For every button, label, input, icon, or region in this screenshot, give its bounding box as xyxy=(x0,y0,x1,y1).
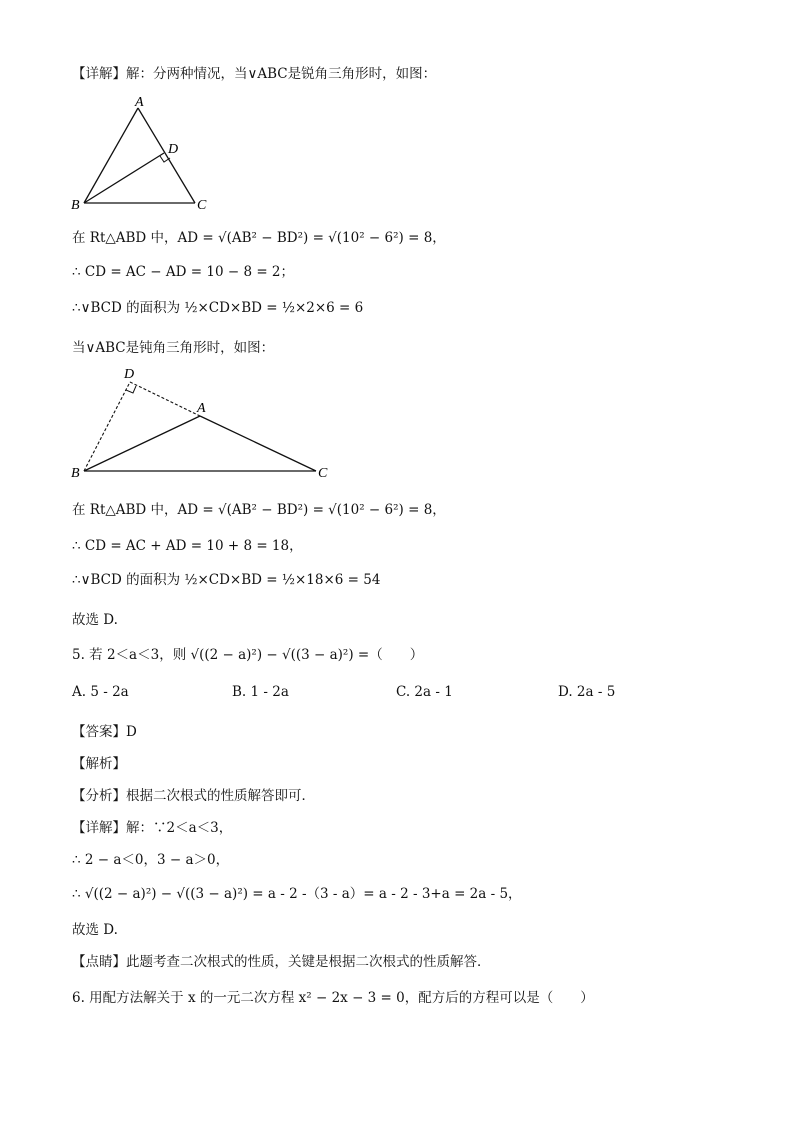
answer-choice-4: 故选 D. xyxy=(72,612,118,628)
step-cd-2: ∴ CD = AC + AD = 10 + 8 = 18， xyxy=(72,538,303,554)
vertex-a-label: A xyxy=(135,96,144,110)
vertex-c-label-2: C xyxy=(318,466,328,481)
vertex-d-label: D xyxy=(168,142,179,157)
vertex-a-label-2: A xyxy=(197,401,206,416)
obtuse-triangle-figure xyxy=(60,364,350,484)
analysis-label: 【解析】 xyxy=(72,756,126,772)
detail-given: 【详解】解：∵2＜a＜3， xyxy=(72,820,233,836)
answer-choice-5: 故选 D. xyxy=(72,922,118,938)
answer-label: 【答案】D xyxy=(72,724,137,740)
question-6: 6. 用配方法解关于 x 的一元二次方程 x² − 2x − 3 = 0，配方后的方程可以是（ ） xyxy=(72,990,594,1006)
vertex-c-label: C xyxy=(197,198,207,213)
acute-triangle-figure xyxy=(60,96,240,216)
vertex-b-label: B xyxy=(71,198,80,213)
step-area-2: ∴∨BCD 的面积为 ½×CD×BD = ½×18×6 = 54 xyxy=(72,572,381,588)
option-c: C. 2a - 1 xyxy=(396,684,453,700)
option-b: B. 1 - 2a xyxy=(232,684,289,700)
analysis-text: 【分析】根据二次根式的性质解答即可． xyxy=(72,788,315,804)
solution-intro: 【详解】解：分两种情况，当∨ABC是锐角三角形时，如图： xyxy=(72,66,437,82)
step-cd-1: ∴ CD = AC − AD = 10 − 8 = 2； xyxy=(72,264,295,280)
step-area-1: ∴∨BCD 的面积为 ½×CD×BD = ½×2×6 = 6 xyxy=(72,300,364,316)
obtuse-case-intro: 当∨ABC是钝角三角形时，如图： xyxy=(72,340,275,356)
question-5: 5. 若 2＜a＜3，则 √((2 − a)²) − √((3 − a)²) =（ ） xyxy=(72,647,424,663)
detail-simplify: ∴ √((2 − a)²) − √((3 − a)²) = a - 2 -（3 - a）= a - 2 - 3+a = 2a - 5， xyxy=(72,886,522,902)
detail-signs: ∴ 2 − a＜0，3 − a＞0， xyxy=(72,852,230,868)
vertex-b-label-2: B xyxy=(71,466,80,481)
option-d: D. 2a - 5 xyxy=(558,684,616,700)
vertex-d-label-2: D xyxy=(124,367,135,382)
option-a: A. 5 - 2a xyxy=(72,684,129,700)
step-ad-1: 在 Rt△ABD 中，AD = √(AB² − BD²) = √(10² − 6²) = 8， xyxy=(72,230,446,246)
comment-text: 【点睛】此题考查二次根式的性质，关键是根据二次根式的性质解答． xyxy=(72,954,491,970)
step-ad-2: 在 Rt△ABD 中，AD = √(AB² − BD²) = √(10² − 6²) = 8， xyxy=(72,502,446,518)
